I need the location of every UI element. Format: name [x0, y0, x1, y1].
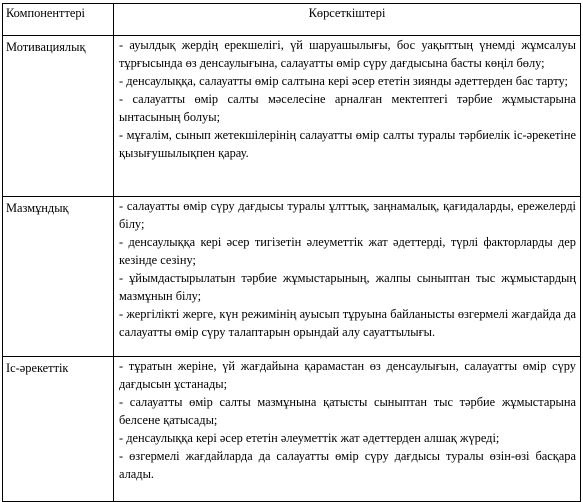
indicator-item: - салауатты өмір салты мәселесіне арналған мектептегі тәрбие жұмыстарына ынтасының болуы;	[119, 92, 576, 124]
components-table	[2, 3, 581, 502]
indicator-item: - салауатты өмір сүру дағдысы туралы ұлттық, заңнамалық, қағидаларды, ережелерді білу;	[119, 199, 576, 231]
header-row	[3, 4, 581, 36]
indicator-item: - салауатты өмір салты мазмұнына қатысты сыныптан тыс тәрбие жұмыстарына белсене қатысады;	[119, 395, 576, 427]
table-row	[3, 197, 581, 357]
table-row	[3, 36, 581, 197]
indicators-cell	[114, 197, 581, 357]
indicators-cell	[114, 357, 581, 502]
indicator-item: - өзгермелі жағдайларда да салауатты өмір сүру дағдысы туралы өзін-өзі басқара алады.	[119, 449, 576, 481]
table-row	[3, 357, 581, 502]
indicator-item: - денсаулыққа кері әсер тигізетін әлеуметтік жат әдеттерді, түрлі факторларды дер кезінде сезіну;	[119, 235, 576, 267]
component-cell: Мотивациялық	[3, 36, 114, 197]
indicator-item: - ұйымдастырылатын тәрбие жұмыстарының, жалпы сыныптан тыс жұмыстардың мазмұнын білу;	[119, 271, 576, 303]
component-cell: Мазмұндық	[3, 197, 114, 357]
indicator-item: - жергілікті жерге, күн режимінің ауысып тұруына байланысты өзгермелі жағдайда да салауатты өмір сүру талаптарын орындай алу сауаттылығы.	[119, 307, 576, 339]
indicator-item: - денсаулыққа кері әсер ететін әлеуметтік жат әдеттерден алшақ жүреді;	[119, 431, 500, 445]
header-indicators: Көрсеткіштері	[114, 4, 581, 36]
header-components: Компоненттері	[3, 4, 114, 36]
indicator-item: - тұратын жеріне, үй жағдайына қарамастан өз денсаулығын, салауатты өмір сүру дағдысын ұстанады;	[119, 359, 576, 391]
indicator-item: - мұғалім, сынып жетекшілерінің салауатты өмір салты туралы тәрбиелік іс-әрекетіне қызығушылықпен қарау.	[119, 128, 576, 160]
indicator-item: - денсаулыққа, салауатты өмір салтына кері әсер ететін зиянды әдеттерден бас тарту;	[119, 74, 568, 88]
indicators-cell	[114, 36, 581, 197]
component-cell: Іс-әрекеттік	[3, 357, 114, 502]
indicator-item: - ауылдық жердің ерекшелігі, үй шаруашылығы, бос уақыттың үнемді жұмсалуы тұрғысында өз денсаулығына, салауатты өмір сүру дағдысына басты көңіл бөлу;	[119, 38, 576, 70]
